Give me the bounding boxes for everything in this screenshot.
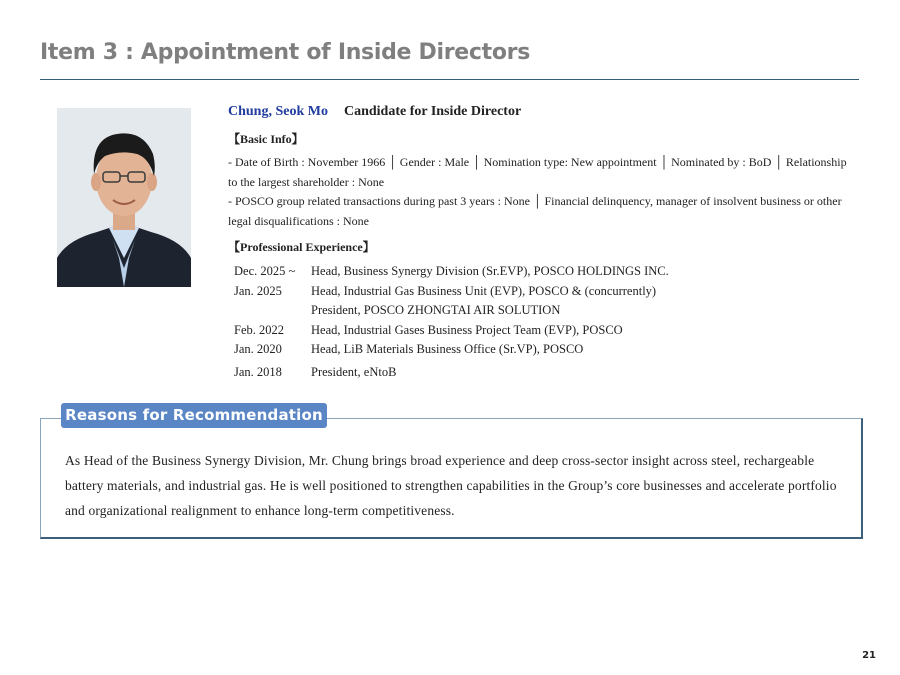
portrait-image (57, 108, 191, 287)
experience-date: Jan. 2018 (234, 364, 282, 379)
experience-date: Jan. 2020 (234, 342, 282, 356)
basic-info-text (228, 153, 858, 231)
reasons-text: As Head of the Business Synergy Division, Mr. Chung brings broad experience and deep cross-sector insight across steel, rechargeable battery materials, and industrial gas. He is well positioned to strengthen capabilities in the Group’s core businesses and accelerate portfolio and organizational realignment to enhance long-term competitiveness. (65, 453, 837, 518)
candidate-role: Candidate for Inside Director (343, 104, 522, 119)
experience-desc: President, POSCO ZHONGTAI AIR SOLUTION (311, 303, 561, 317)
experience-desc: President, eNtoB (311, 364, 397, 379)
experience-desc: Head, Industrial Gases Business Project Team (EVP), POSCO (311, 322, 623, 337)
experience-date: Feb. 2022 (234, 322, 284, 337)
experience-desc: Head, Industrial Gas Business Unit (EVP), POSCO & (concurrently) (311, 283, 657, 298)
experience-desc: Head, LiB Materials Business Office (Sr.VP), POSCO (311, 342, 584, 356)
candidate-heading (228, 104, 521, 120)
experience-heading: 【Professional Experience】 (228, 240, 375, 254)
candidate-photo (57, 108, 191, 287)
basic-info-line-2: - POSCO group related transactions during past 3 years : None │ Financial delinquency, manager of insolvent business or other legal disqualifications : None (228, 194, 842, 228)
basic-info-line-1: - Date of Birth : November 1966 │ Gender : Male │ Nomination type: New appointment │ Nominated by : BoD │ Relationship to the largest shareholder : None (228, 155, 847, 189)
candidate-name: Chung, Seok Mo (228, 104, 328, 119)
experience-desc: Head, Business Synergy Division (Sr.EVP), POSCO HOLDINGS INC. (311, 264, 669, 278)
page-title: Item 3 : Appointment of Inside Directors (40, 40, 531, 65)
experience-date: Jan. 2025 (234, 283, 282, 298)
page-number: 21 (862, 650, 876, 661)
reasons-heading: Reasons for Recommendation (61, 403, 327, 428)
basic-info-heading: 【Basic Info】 (228, 132, 304, 146)
experience-date: Dec. 2025 ~ (234, 264, 296, 278)
title-divider (40, 79, 859, 80)
